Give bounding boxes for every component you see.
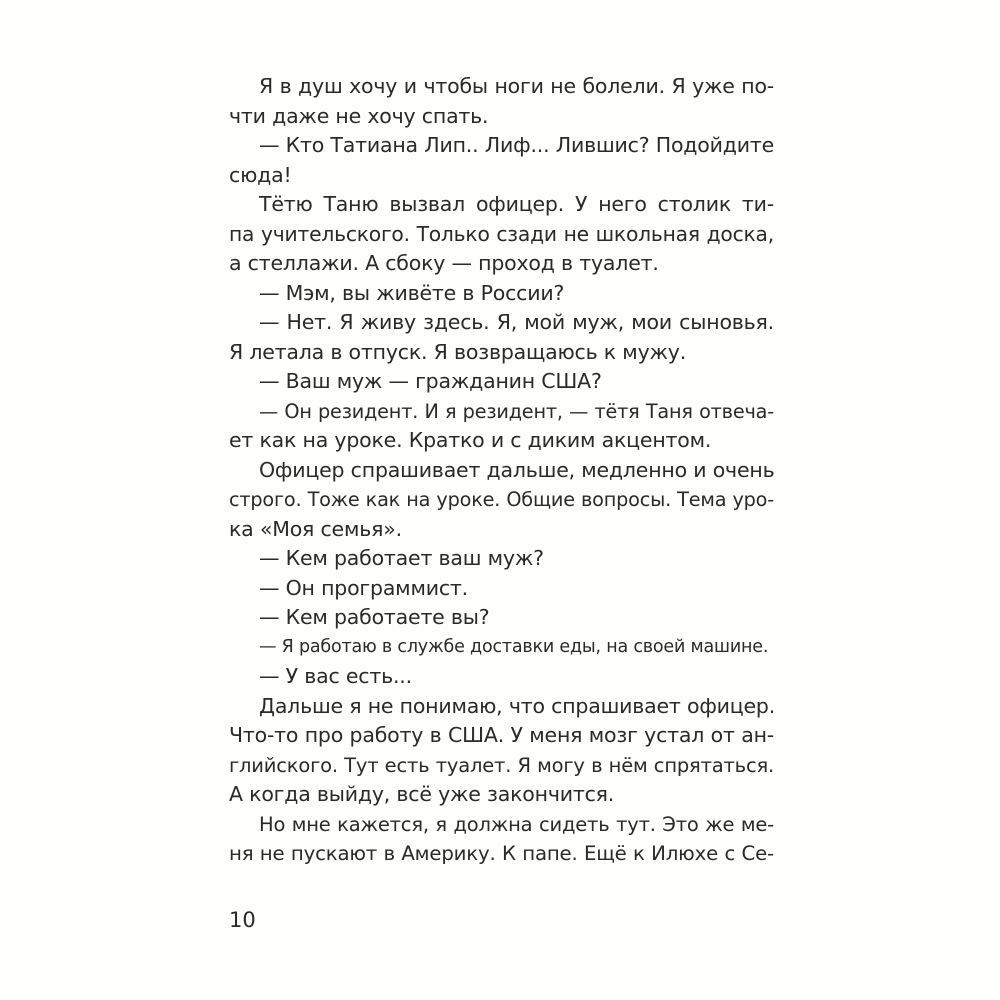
text-line: а стеллажи. А сбоку — проход в туалет.	[229, 251, 659, 275]
page-number: 10	[229, 908, 256, 932]
text-line: — Кем работаете вы?	[259, 605, 490, 629]
text-line: — Я работаю в службе доставки еды, на своей машине.	[259, 636, 769, 657]
text-line: — Ваш муж — гражданин США?	[259, 369, 602, 393]
text-line: Но мне кажется, я должна сидеть тут. Это же ме-	[259, 812, 774, 836]
text-line: А когда выйду, всё уже закончится.	[229, 782, 615, 806]
text-line: чти даже не хочу спать.	[229, 103, 489, 128]
text-line: сюда!	[229, 162, 292, 187]
text-line: — Нет. Я живу здесь. Я, мой муж, мои сыновья.	[259, 310, 774, 334]
text-line: Офицер спрашивает дальше, медленно и очень	[259, 457, 775, 482]
text-line: Дальше я не понимаю, что спрашивает офицер.	[259, 693, 776, 718]
text-line: Я в душ хочу и чтобы ноги не болели. Я уже по-	[259, 74, 774, 98]
text-line: Тётю Таню вызвал офицер. У него столик ти-	[259, 192, 774, 216]
text-line: — Он программист.	[259, 575, 468, 600]
text-line: Я летала в отпуск. Я возвращаюсь к мужу.	[229, 339, 687, 364]
text-line: — Мэм, вы живёте в России?	[259, 280, 565, 305]
text-line: ет как на уроке. Кратко и с диким акцентом.	[229, 428, 712, 452]
text-line: — У вас есть...	[259, 664, 412, 688]
text-line: — Кем работает ваш муж?	[259, 546, 544, 570]
body-text	[229, 72, 774, 869]
text-line: — Кто Татиана Лип.. Лиф... Лившис? Подойдите	[259, 133, 774, 157]
text-line: глийского. Тут есть туалет. Я могу в нём спрятаться.	[229, 753, 774, 777]
text-line: па учительского. Только сзади не школьная доска,	[229, 221, 774, 246]
text-line: ня не пускают в Америку. К папе. Ещё к Илюхе с Се-	[229, 842, 774, 865]
text-line: строго. Тоже как на уроке. Общие вопросы. Тема уро-	[229, 488, 774, 511]
text-line: ка «Моя семья».	[229, 516, 402, 541]
text-line: Что-то про работу в США. У меня мозг устал от ан-	[229, 723, 774, 747]
text-line: — Он резидент. И я резидент, — тётя Таня отвеча-	[259, 399, 774, 423]
